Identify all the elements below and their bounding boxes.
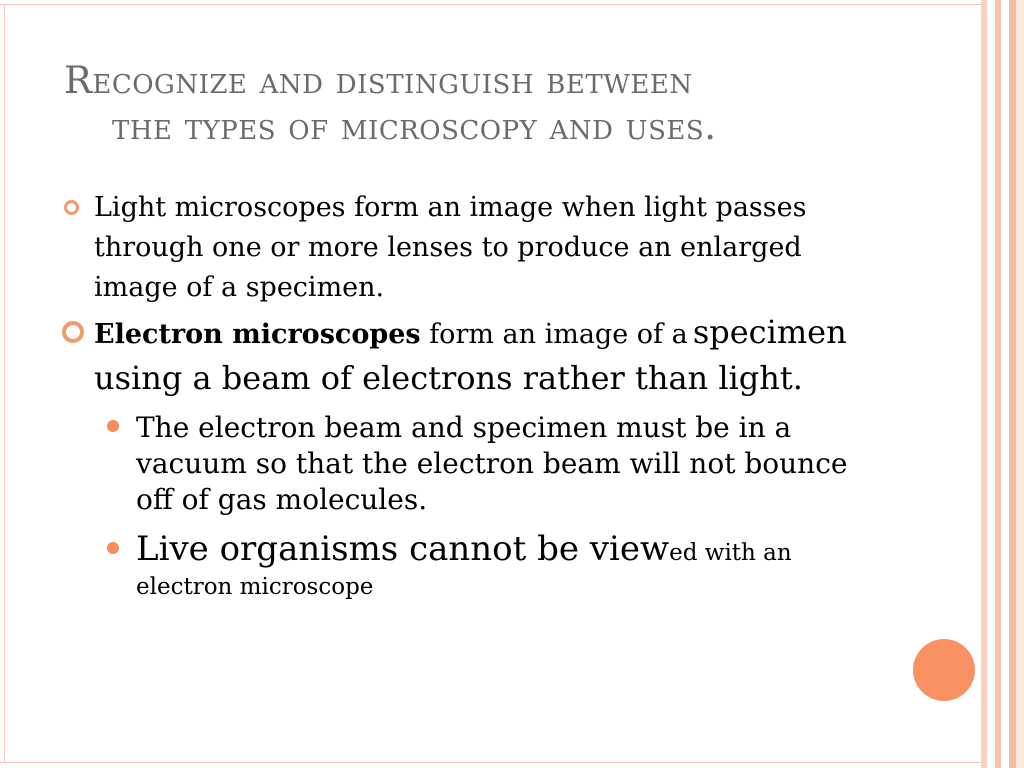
title-line-2: the types of microscopy and uses.	[112, 105, 717, 148]
slide-content	[60, 188, 880, 604]
filled-dot-bullet-icon	[107, 420, 119, 432]
frame-bottom-line	[0, 762, 981, 763]
bullet-electron-microscopes	[60, 312, 880, 404]
subbullet-text-large: Live organisms cannot be view	[136, 529, 670, 569]
decorative-stripe	[987, 0, 995, 768]
ring-bullet-icon	[62, 321, 84, 343]
slide-title	[64, 58, 944, 150]
title-line-1: Recognize and distinguish between	[64, 59, 693, 102]
subbullet-text: The electron beam and specimen must be in a vacuum so that the electron beam will not bounce off of gas molecules.	[136, 411, 848, 516]
filled-dot-bullet-icon	[107, 542, 119, 554]
decorative-circle	[913, 639, 975, 701]
subbullet-live-organisms	[136, 528, 880, 604]
decorative-stripe	[1016, 0, 1024, 768]
frame-top-line	[0, 4, 981, 5]
subbullet-vacuum	[136, 410, 880, 518]
bullet-light-microscopes	[60, 188, 880, 308]
decorative-stripe	[1001, 0, 1009, 768]
decorative-stripe	[1009, 0, 1016, 768]
ring-bullet-icon	[64, 200, 79, 215]
subbullet-text-small: ed with an electron microscope	[136, 540, 792, 600]
frame-left-line	[4, 4, 5, 763]
bullet-text: Light microscopes form an image when light passes through one or more lenses to produce an enlarged image of a specimen.	[94, 192, 807, 303]
bullet-text-rest: specimen using a beam of electrons rather than light.	[94, 313, 847, 397]
bullet-text-lead: form an image of a	[420, 319, 688, 350]
bullet-bold-term: Electron microscopes	[94, 319, 421, 350]
